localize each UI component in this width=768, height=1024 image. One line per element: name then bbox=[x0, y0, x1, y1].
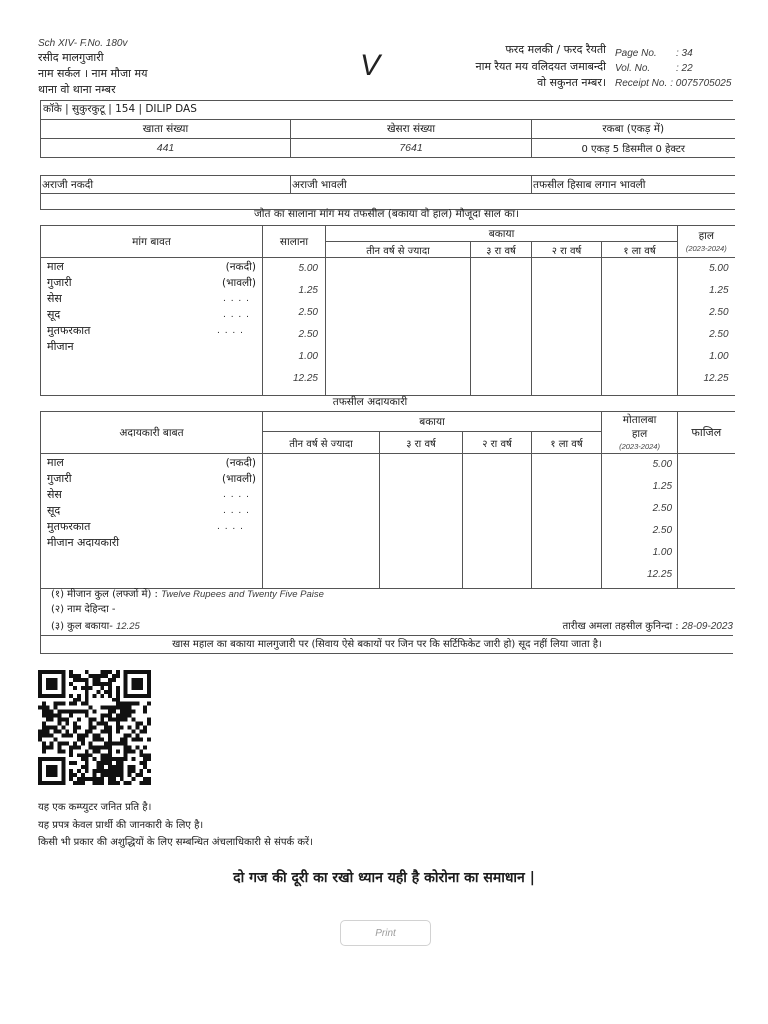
produce-land-label: अराजी भावली bbox=[291, 176, 532, 194]
current-header bbox=[678, 226, 735, 258]
list-item bbox=[47, 487, 262, 503]
produce-rent-detail-label: तफसील हिसाब लगान भावली bbox=[532, 176, 735, 194]
list-item bbox=[47, 339, 262, 355]
interest-note: खास महाल का बकाया मालगुजारी पर (सिवाय ऐसे बकायों पर जिन पर कि सर्टिफिकेट जारी हो) सूद नहीं लिया जाता है। bbox=[40, 635, 733, 654]
list-item bbox=[47, 519, 262, 535]
receipt-date-line bbox=[562, 620, 733, 633]
total-arrears-value: 12.25 bbox=[116, 621, 140, 632]
arrears-third-year-cell bbox=[471, 258, 532, 396]
arrears-second-year-cell bbox=[463, 454, 532, 589]
item-label: गुजारी bbox=[47, 276, 72, 289]
receipt-number-row bbox=[615, 76, 731, 91]
receipt-title: रसीद मालगुजारी bbox=[38, 51, 104, 64]
qr-code bbox=[38, 670, 151, 785]
arrears-header: बकाया bbox=[326, 226, 678, 242]
item-label: सेस bbox=[47, 488, 62, 501]
annual-value: 2.50 bbox=[298, 307, 318, 318]
excess-header: फाजिल bbox=[678, 412, 735, 454]
area-header: रकबा (एकड़ में) bbox=[532, 120, 735, 139]
receipt-number-label: Receipt No. bbox=[615, 78, 668, 89]
current-value: 2.50 bbox=[709, 307, 729, 318]
current-demand-values-cell bbox=[602, 454, 678, 589]
item-note: . . . . bbox=[222, 490, 250, 500]
arrears-over-three-years-header: तीन वर्ष से ज्यादा bbox=[326, 242, 471, 258]
demand-table bbox=[40, 225, 735, 396]
list-item bbox=[47, 275, 262, 291]
item-note: . . . . bbox=[222, 310, 250, 320]
arrears-first-year-header: १ ला वर्ष bbox=[532, 432, 602, 454]
list-item bbox=[47, 455, 262, 471]
item-note: . . . . bbox=[222, 294, 250, 304]
arrears-over-three-years-header: तीन वर्ष से ज्यादा bbox=[263, 432, 380, 454]
current-value: 1.25 bbox=[709, 285, 729, 296]
volume-number-label: Vol. No. bbox=[615, 63, 651, 74]
disclaimer-block bbox=[38, 801, 313, 854]
current-value: 5.00 bbox=[709, 263, 729, 274]
arrears-over-three-years-cell bbox=[326, 258, 471, 396]
current-label: हाल bbox=[698, 229, 714, 242]
payer-name-label: (२) नाम देहिन्दा - bbox=[51, 604, 116, 615]
list-item bbox=[47, 471, 262, 487]
current-period: (2023-2024) bbox=[685, 243, 727, 253]
payment-table bbox=[40, 411, 735, 589]
area-value: 0 एकड़ 5 डिसमील 0 हेक्टर bbox=[532, 139, 735, 158]
annual-values-cell bbox=[263, 258, 326, 396]
annual-value: 1.25 bbox=[298, 285, 318, 296]
current-value: 12.25 bbox=[703, 373, 729, 384]
amount-in-words-label: (१) मीजान कुल (लफ्जों में) : bbox=[51, 589, 158, 600]
current-values-cell bbox=[678, 258, 735, 396]
item-label: मुतफरकात bbox=[47, 324, 91, 337]
arrears-third-year-header: ३ रा वर्ष bbox=[380, 432, 463, 454]
arrears-header: बकाया bbox=[263, 412, 602, 432]
current-demand-value: 2.50 bbox=[652, 503, 673, 514]
item-label: मीजान अदायकारी bbox=[47, 536, 120, 549]
current-demand-value: 1.00 bbox=[652, 547, 673, 558]
item-label: मुतफरकात bbox=[47, 520, 91, 533]
plot-details-table bbox=[40, 119, 735, 158]
item-label: सूद bbox=[47, 504, 61, 517]
arrears-third-year-header: ३ रा वर्ष bbox=[471, 242, 532, 258]
receipt-date-value: 28-09-2023 bbox=[681, 621, 733, 632]
item-note: (नकदी) bbox=[225, 261, 256, 273]
payer-name-line bbox=[51, 603, 115, 616]
khesra-number-header: खेसरा संख्या bbox=[291, 120, 532, 139]
arrears-first-year-header: १ ला वर्ष bbox=[602, 242, 678, 258]
list-item bbox=[47, 259, 262, 275]
arrears-second-year-header: २ रा वर्ष bbox=[532, 242, 602, 258]
current-demand-label: हाल bbox=[631, 427, 648, 440]
list-item bbox=[47, 503, 262, 519]
item-note: . . . . bbox=[216, 522, 244, 532]
list-item bbox=[47, 291, 262, 307]
arrears-second-year-cell bbox=[532, 258, 602, 396]
header-right-block bbox=[476, 42, 607, 92]
khesra-number-value: 7641 bbox=[291, 139, 532, 158]
current-demand-value: 2.50 bbox=[652, 525, 673, 536]
register-numbers bbox=[615, 46, 731, 91]
payment-caption: तफसील अदायकारी bbox=[332, 396, 408, 408]
page-number-label: Page No. bbox=[615, 48, 657, 59]
receipt-number-value: : 0075705025 bbox=[670, 78, 732, 89]
item-note: (भावली) bbox=[222, 277, 256, 289]
excess-cell bbox=[678, 454, 735, 589]
item-label: माल bbox=[47, 260, 64, 273]
item-note: . . . . bbox=[216, 326, 244, 336]
item-label: मीजान bbox=[47, 340, 74, 353]
current-demand-value: 1.25 bbox=[652, 481, 673, 492]
item-label: माल bbox=[47, 456, 64, 469]
khata-number-value: 441 bbox=[41, 139, 291, 158]
thana-label: थाना वो थाना नम्बर bbox=[38, 83, 116, 96]
total-arrears-label: (३) कुल बकाया- bbox=[51, 621, 113, 632]
payment-type-header: अदायकारी बाबत bbox=[41, 412, 263, 454]
annual-value: 2.50 bbox=[298, 329, 318, 340]
cash-land-label: अराजी नकदी bbox=[41, 176, 291, 194]
annual-value: 1.00 bbox=[298, 351, 318, 362]
demand-caption: जोत का सालाना मांग मय तफसील (बकाया वो हाल) मौजूदा साल का। bbox=[253, 208, 520, 220]
item-label: गुजारी bbox=[47, 472, 72, 485]
item-note: (भावली) bbox=[222, 473, 256, 485]
fard-label: फरद मलकी / फरद रैयती bbox=[505, 43, 606, 56]
annual-value: 12.25 bbox=[292, 373, 318, 384]
summary-block bbox=[40, 588, 733, 635]
print-button[interactable]: Print bbox=[340, 920, 431, 946]
arrears-first-year-cell bbox=[532, 454, 602, 589]
khata-number-header: खाता संख्या bbox=[41, 120, 291, 139]
contact-officer-note: किसी भी प्रकार की अशुद्धियों के लिए सम्बन्धित अंचलाधिकारी से संपर्क करें। bbox=[38, 837, 313, 848]
page-number-row bbox=[615, 46, 731, 61]
current-demand-label: मोतालबा bbox=[622, 413, 657, 426]
handwritten-v-mark: V bbox=[360, 49, 381, 82]
arrears-second-year-header: २ रा वर्ष bbox=[463, 432, 532, 454]
current-value: 1.00 bbox=[709, 351, 729, 362]
page-number-value: : 34 bbox=[676, 48, 693, 59]
item-note: (नकदी) bbox=[225, 457, 256, 469]
current-demand-header bbox=[602, 412, 678, 454]
annual-header: सालाना bbox=[263, 226, 326, 258]
amount-in-words-value: Twelve Rupees and Twenty Five Paise bbox=[161, 589, 324, 600]
demand-type-header: मांग बावत bbox=[41, 226, 263, 258]
header-left-block bbox=[38, 50, 147, 98]
qr-code-modules bbox=[38, 670, 151, 785]
item-label: सूद bbox=[47, 308, 61, 321]
covid-slogan: दो गज की दूरी का रखो ध्यान यही है कोरोना का समाधान | bbox=[233, 870, 535, 886]
item-label: सेस bbox=[47, 292, 62, 305]
current-value: 2.50 bbox=[709, 329, 729, 340]
list-item bbox=[47, 535, 262, 551]
demand-labels-cell bbox=[41, 258, 263, 396]
volume-number-row bbox=[615, 61, 731, 76]
list-item bbox=[47, 307, 262, 323]
schedule-reference: Sch XIV- F.No. 180v bbox=[38, 38, 128, 49]
item-note: . . . . bbox=[222, 506, 250, 516]
current-demand-value: 12.25 bbox=[647, 569, 673, 580]
arrears-first-year-cell bbox=[602, 258, 678, 396]
sakunat-number-label: वो सकुनत नम्बर। bbox=[537, 76, 606, 89]
payment-labels-cell bbox=[41, 454, 263, 589]
annual-value: 5.00 bbox=[298, 263, 318, 274]
arrears-over-three-years-cell bbox=[263, 454, 380, 589]
circle-mauza-label: नाम सर्कल । नाम मौजा मय bbox=[38, 67, 148, 80]
total-arrears-line bbox=[51, 620, 140, 633]
receipt-date-label: तारीख अमला तहसील कुनिन्दा : bbox=[562, 621, 679, 632]
volume-number-value: : 22 bbox=[676, 63, 693, 74]
raiyat-jamabandi-label: नाम रैयत मय वलिदयत जमाबन्दी bbox=[475, 59, 606, 73]
current-demand-period: (2023-2024) bbox=[619, 441, 660, 451]
location-line: कॉके | सुकुरकुटू | 154 | DILIP DAS bbox=[40, 100, 733, 119]
information-only-note: यह प्रपत्र केवल प्रार्थी की जानकारी के लिए है। bbox=[38, 819, 204, 831]
arrears-third-year-cell bbox=[380, 454, 463, 589]
current-demand-value: 5.00 bbox=[652, 459, 673, 470]
list-item bbox=[47, 323, 262, 339]
amount-in-words-line bbox=[51, 588, 324, 601]
land-type-table bbox=[40, 175, 735, 210]
computer-generated-note: यह एक कम्प्युटर जनित प्रति है। bbox=[38, 802, 152, 813]
